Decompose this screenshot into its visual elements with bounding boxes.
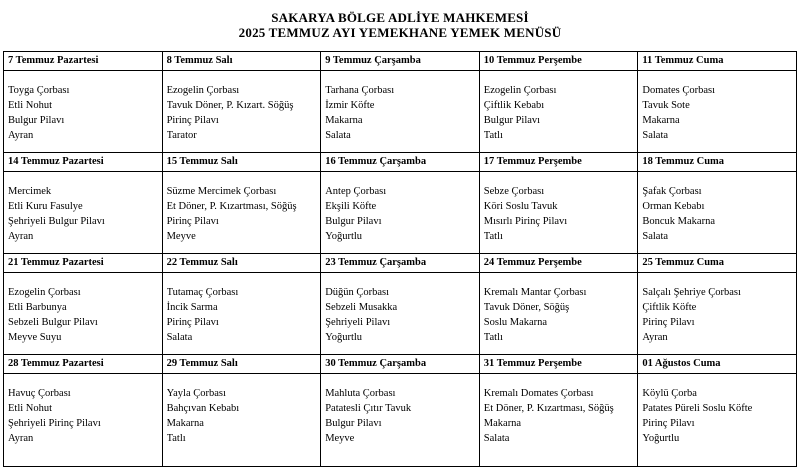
- dish-item: Tarhana Çorbası: [325, 85, 395, 96]
- dish-item: Salata: [642, 231, 669, 242]
- day-label: 21 Temmuz Pazartesi: [4, 254, 162, 273]
- day-cell: [4, 153, 163, 254]
- dish-item: Ayran: [8, 231, 34, 242]
- dish-item: Bulgur Pilavı: [325, 216, 382, 227]
- dish-item: Meyve: [166, 231, 196, 242]
- day-cell: [321, 355, 480, 467]
- dish-item: Tavuk Döner, P. Kızart. Söğüş: [166, 100, 294, 111]
- dish-item: Tutamaç Çorbası: [166, 287, 239, 298]
- dish-list: [638, 172, 796, 244]
- dish-item: Pirinç Pilavı: [166, 115, 219, 126]
- dish-list: [480, 374, 638, 446]
- dish-item: Kremalı Domates Çorbası: [483, 388, 594, 399]
- dish-item: Çiftlik Kebabı: [483, 100, 545, 111]
- day-cell: [162, 355, 321, 467]
- day-cell: [479, 153, 638, 254]
- dish-item: Bulgur Pilavı: [325, 418, 382, 429]
- menu-table: [3, 51, 797, 467]
- day-cell: [162, 153, 321, 254]
- menu-week-row: [4, 355, 797, 467]
- dish-list: [163, 172, 321, 244]
- dish-item: Ezogelin Çorbası: [166, 85, 240, 96]
- dish-item: Mercimek: [8, 186, 52, 197]
- dish-item: Şehriyeli Pilavı: [325, 317, 391, 328]
- court-name-title: SAKARYA BÖLGE ADLİYE MAHKEMESİ: [271, 10, 529, 25]
- dish-list: [4, 71, 162, 143]
- dish-item: Et Döner, P. Kızartması, Söğüş: [166, 201, 297, 212]
- dish-item: Tatlı: [166, 433, 186, 444]
- day-cell: [638, 254, 797, 355]
- day-label: 29 Temmuz Salı: [163, 355, 321, 374]
- dish-item: Köylü Çorba: [642, 388, 697, 399]
- day-label: 7 Temmuz Pazartesi: [4, 52, 162, 71]
- day-label: 24 Temmuz Perşembe: [480, 254, 638, 273]
- dish-item: Salata: [483, 433, 510, 444]
- dish-item: Çiftlik Köfte: [642, 302, 697, 313]
- dish-item: Etli Nohut: [8, 100, 53, 111]
- dish-item: Salata: [325, 130, 351, 141]
- dish-item: Tavuk Döner, Söğüş: [483, 302, 570, 313]
- dish-item: İncik Sarma: [166, 302, 218, 313]
- dish-item: Orman Kebabı: [642, 201, 705, 212]
- day-cell: [162, 254, 321, 355]
- day-cell: [321, 254, 480, 355]
- dish-item: Bulgur Pilavı: [8, 115, 65, 126]
- dish-list: [321, 374, 479, 446]
- dish-item: Domates Çorbası: [642, 85, 715, 96]
- day-cell: [4, 254, 163, 355]
- day-label: 31 Temmuz Perşembe: [480, 355, 638, 374]
- dish-item: Tatlı: [483, 332, 503, 343]
- day-label: 14 Temmuz Pazartesi: [4, 153, 162, 172]
- dish-list: [4, 374, 162, 446]
- day-label: 15 Temmuz Salı: [163, 153, 321, 172]
- day-cell: [638, 355, 797, 467]
- document-header: [0, 0, 800, 40]
- dish-list: [4, 172, 162, 244]
- day-label: 11 Temmuz Cuma: [638, 52, 796, 71]
- day-label: 17 Temmuz Perşembe: [480, 153, 638, 172]
- menu-week-row: [4, 153, 797, 254]
- dish-item: Makarna: [642, 115, 680, 126]
- day-label: 18 Temmuz Cuma: [638, 153, 796, 172]
- dish-item: Bulgur Pilavı: [483, 115, 541, 126]
- dish-item: Köri Soslu Tavuk: [483, 201, 558, 212]
- day-cell: [479, 52, 638, 153]
- dish-item: Bahçıvan Kebabı: [166, 403, 240, 414]
- dish-item: Tarator: [166, 130, 197, 141]
- day-label: 23 Temmuz Çarşamba: [321, 254, 479, 273]
- dish-item: Toyga Çorbası: [8, 85, 70, 96]
- dish-item: Sebze Çorbası: [483, 186, 545, 197]
- menu-week-row: [4, 52, 797, 153]
- dish-item: Tatlı: [483, 231, 503, 242]
- dish-item: Ayran: [642, 332, 668, 343]
- dish-item: Ayran: [8, 433, 34, 444]
- dish-item: Ezogelin Çorbası: [8, 287, 81, 298]
- dish-item: Şafak Çorbası: [642, 186, 702, 197]
- dish-item: Makarna: [483, 418, 522, 429]
- dish-item: İzmir Köfte: [325, 100, 375, 111]
- day-cell: [321, 153, 480, 254]
- dish-item: Yayla Çorbası: [166, 388, 226, 399]
- dish-item: Sebzeli Musakka: [325, 302, 398, 313]
- dish-item: Düğün Çorbası: [325, 287, 390, 298]
- day-cell: [4, 355, 163, 467]
- day-label: 10 Temmuz Perşembe: [480, 52, 638, 71]
- dish-item: Mahluta Çorbası: [325, 388, 396, 399]
- dish-list: [163, 71, 321, 143]
- day-cell: [479, 254, 638, 355]
- dish-list: [163, 374, 321, 446]
- dish-item: Etli Barbunya: [8, 302, 67, 313]
- day-label: 16 Temmuz Çarşamba: [321, 153, 479, 172]
- dish-item: Boncuk Makarna: [642, 216, 715, 227]
- dish-list: [480, 172, 638, 244]
- dish-item: Etli Nohut: [8, 403, 53, 414]
- dish-item: Patatesli Çıtır Tavuk: [325, 403, 412, 414]
- dish-item: Pirinç Pilavı: [166, 317, 219, 328]
- dish-item: Salçalı Şehriye Çorbası: [642, 287, 741, 298]
- dish-item: Tatlı: [483, 130, 503, 141]
- dish-list: [638, 273, 796, 345]
- dish-item: Soslu Makarna: [483, 317, 548, 328]
- dish-item: Meyve: [325, 433, 355, 444]
- dish-item: Havuç Çorbası: [8, 388, 71, 399]
- dish-item: Yoğurtlu: [325, 332, 363, 343]
- dish-item: Antep Çorbası: [325, 186, 387, 197]
- day-cell: [479, 355, 638, 467]
- day-label: 22 Temmuz Salı: [163, 254, 321, 273]
- dish-item: Pirinç Pilavı: [642, 418, 695, 429]
- dish-item: Süzme Mercimek Çorbası: [166, 186, 277, 197]
- dish-item: Makarna: [325, 115, 363, 126]
- dish-list: [321, 172, 479, 244]
- day-label: 9 Temmuz Çarşamba: [321, 52, 479, 71]
- dish-list: [321, 71, 479, 143]
- dish-list: [321, 273, 479, 345]
- day-cell: [4, 52, 163, 153]
- dish-item: Sebzeli Bulgur Pilavı: [8, 317, 98, 328]
- day-cell: [638, 52, 797, 153]
- dish-item: Ayran: [8, 130, 34, 141]
- day-cell: [321, 52, 480, 153]
- menu-week-row: [4, 254, 797, 355]
- dish-item: Makarna: [166, 418, 204, 429]
- dish-list: [480, 71, 638, 143]
- dish-item: Pirinç Pilavı: [166, 216, 219, 227]
- dish-item: Şehriyeli Pirinç Pilavı: [8, 418, 101, 429]
- day-label: 25 Temmuz Cuma: [638, 254, 796, 273]
- dish-item: Salata: [166, 332, 193, 343]
- dish-list: [4, 273, 162, 345]
- day-cell: [162, 52, 321, 153]
- dish-item: Pirinç Pilavı: [642, 317, 695, 328]
- dish-item: Et Döner, P. Kızartması, Söğüş: [483, 403, 614, 414]
- dish-list: [638, 374, 796, 446]
- dish-list: [480, 273, 638, 345]
- dish-list: [163, 273, 321, 345]
- dish-item: Ekşili Köfte: [325, 201, 377, 212]
- day-label: 30 Temmuz Çarşamba: [321, 355, 479, 374]
- dish-item: Kremalı Mantar Çorbası: [483, 287, 587, 298]
- dish-item: Yoğurtlu: [642, 433, 680, 444]
- dish-item: Meyve Suyu: [8, 332, 62, 343]
- dish-list: [638, 71, 796, 143]
- dish-item: Ezogelin Çorbası: [483, 85, 557, 96]
- day-label: 8 Temmuz Salı: [163, 52, 321, 71]
- menu-title: 2025 TEMMUZ AYI YEMEKHANE YEMEK MENÜSÜ: [238, 25, 562, 40]
- day-cell: [638, 153, 797, 254]
- day-label: 01 Ağustos Cuma: [638, 355, 796, 374]
- dish-item: Patates Püreli Soslu Köfte: [642, 403, 753, 414]
- dish-item: Mısırlı Pirinç Pilavı: [483, 216, 568, 227]
- day-label: 28 Temmuz Pazartesi: [4, 355, 162, 374]
- dish-item: Salata: [642, 130, 669, 141]
- dish-item: Etli Kuru Fasulye: [8, 201, 83, 212]
- dish-item: Şehriyeli Bulgur Pilavı: [8, 216, 105, 227]
- dish-item: Tavuk Sote: [642, 100, 690, 111]
- dish-item: Yoğurtlu: [325, 231, 363, 242]
